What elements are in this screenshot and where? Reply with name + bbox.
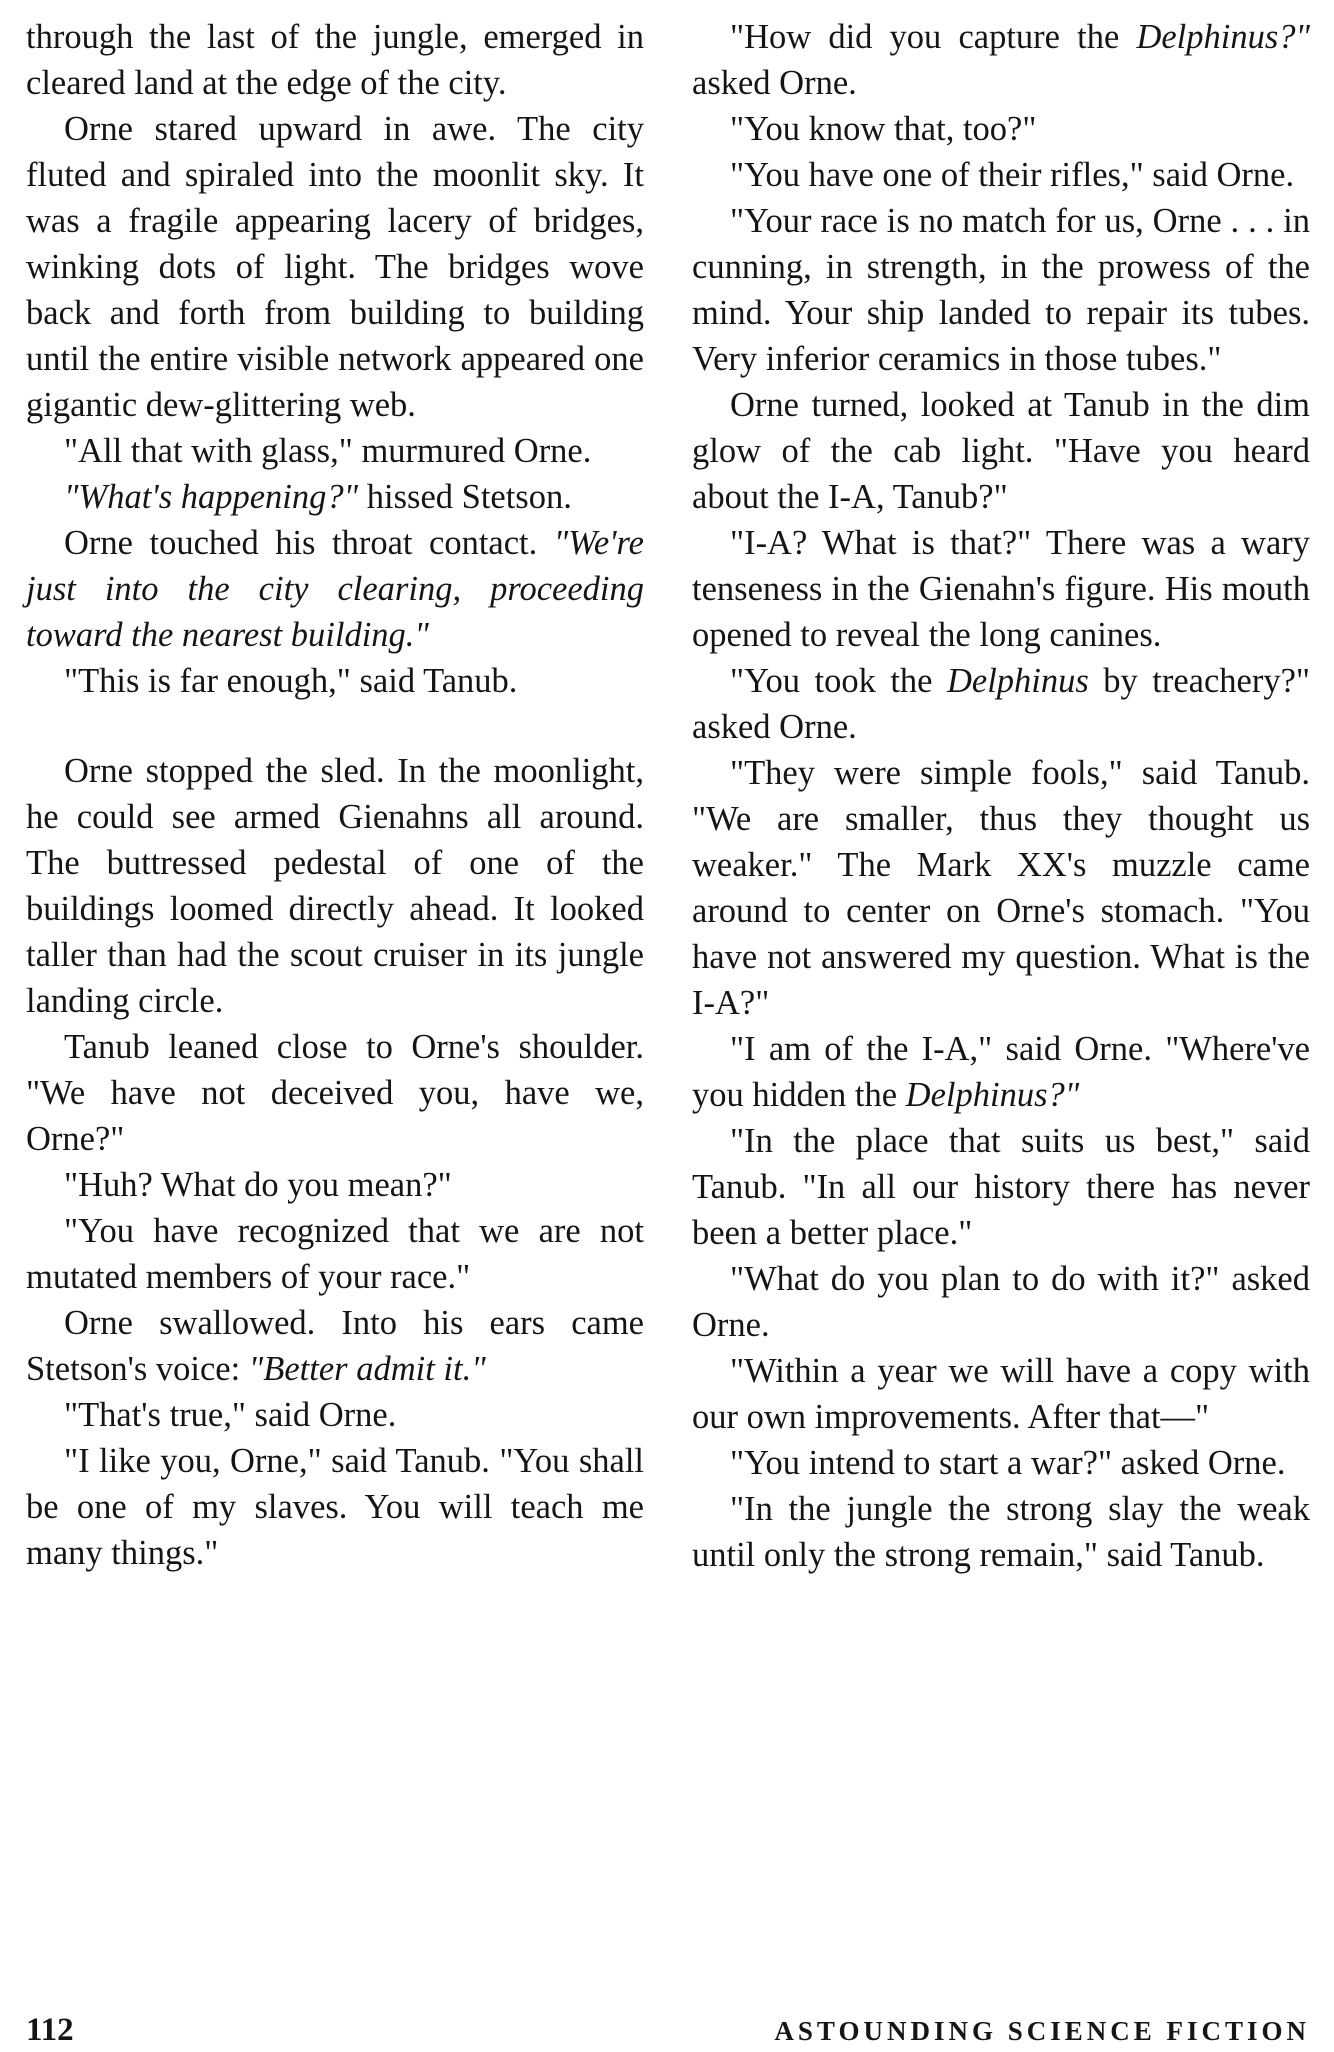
- text-run: Orne stared upward in awe. The city fluted and spiraled into the moonlit sky. It was a fragile appearing lacery of bridges, winking dots of light. The bridges wove back and forth from building to building until the entire visible network appeared one gigantic dew-glittering web.: [26, 110, 644, 424]
- paragraph: [26, 658, 644, 704]
- text-run: Orne turned, looked at Tanub in the dim glow of the cab light. "Have you heard about the I-A, Tanub?": [692, 386, 1310, 516]
- text-run: "They were simple fools," said Tanub. "We are smaller, thus they thought us weaker." The Mark XX's muzzle came around to center on Orne's stomach. "You have not answered my question. What is the I-A?": [692, 754, 1310, 1022]
- paragraph: [26, 1024, 644, 1162]
- text-run: "Within a year we will have a copy with our own improvements. After that—": [692, 1352, 1310, 1436]
- paragraph: [692, 106, 1310, 152]
- text-run: "You have one of their rifles," said Orne.: [730, 156, 1295, 194]
- running-head: ASTOUNDING SCIENCE FICTION: [774, 2016, 1310, 2046]
- text-run: "How did you capture the: [730, 18, 1137, 56]
- italic-text-run: "We're just into the city clearing, proceeding toward the nearest building.": [26, 524, 644, 654]
- paragraph: [692, 1026, 1310, 1118]
- text-run: by treachery?" asked Orne.: [692, 662, 1310, 746]
- paragraph: [26, 1438, 644, 1576]
- text-run: "In the place that suits us best," said Tanub. "In all our history there has never been a better place.": [692, 1122, 1310, 1252]
- text-run: "What do you plan to do with it?" asked Orne.: [692, 1260, 1310, 1344]
- text-run: hissed Stetson.: [358, 478, 572, 516]
- text-run: "I-A? What is that?" There was a wary tenseness in the Gienahn's figure. His mouth opened to reveal the long canines.: [692, 524, 1310, 654]
- paragraph: [692, 14, 1310, 106]
- text-run: "You intend to start a war?" asked Orne.: [730, 1444, 1286, 1482]
- italic-text-run: Delphinus?": [1136, 18, 1310, 56]
- page-number: 112: [26, 2012, 74, 2048]
- paragraph: [692, 382, 1310, 520]
- paragraph: [692, 1118, 1310, 1256]
- paragraph: [26, 106, 644, 428]
- text-run: "You took the: [730, 662, 947, 700]
- paragraph: [26, 1162, 644, 1208]
- text-run: Orne touched his throat contact.: [64, 524, 554, 562]
- paragraph: [692, 750, 1310, 1026]
- italic-text-run: "What's happening?": [64, 478, 359, 516]
- paragraph: [26, 520, 644, 658]
- text-run: "Huh? What do you mean?": [64, 1166, 452, 1204]
- paragraph: [26, 748, 644, 1024]
- paragraph: [692, 1440, 1310, 1486]
- text-run: Orne stopped the sled. In the moonlight, he could see armed Gienahns all around. The buttressed pedestal of one of the buildings loomed directly ahead. It looked taller than had the scout cruiser in its jungle landing circle.: [26, 752, 644, 1020]
- paragraph: [692, 198, 1310, 382]
- text-run: "I like you, Orne," said Tanub. "You shall be one of my slaves. You will teach me many things.": [26, 1442, 644, 1572]
- paragraph: [692, 520, 1310, 658]
- text-run: "You know that, too?": [730, 110, 1037, 148]
- text-run: "You have recognized that we are not mutated members of your race.": [26, 1212, 644, 1296]
- text-run: "This is far enough," said Tanub.: [64, 662, 518, 700]
- paragraph: [26, 474, 644, 520]
- italic-text-run: Delphinus?": [905, 1076, 1080, 1114]
- left-text-column: [26, 14, 644, 1576]
- paragraph: [26, 428, 644, 474]
- paragraph: [26, 14, 644, 106]
- paragraph: [692, 658, 1310, 750]
- text-run: through the last of the jungle, emerged in cleared land at the edge of the city.: [26, 18, 644, 102]
- paragraph: [692, 1256, 1310, 1348]
- text-run: "All that with glass," murmured Orne.: [64, 432, 592, 470]
- paragraph: [26, 1208, 644, 1300]
- text-run: "I am of the I-A," said Orne. "Where've you hidden the: [692, 1030, 1310, 1114]
- text-run: Orne swallowed. Into his ears came Stetson's voice:: [26, 1304, 644, 1388]
- paragraph: [692, 152, 1310, 198]
- text-run: "Your race is no match for us, Orne . . . in cunning, in strength, in the prowess of the mind. Your ship landed to repair its tubes. Very inferior ceramics in those tubes.": [692, 202, 1310, 378]
- text-run: Tanub leaned close to Orne's shoulder. "We have not deceived you, have we, Orne?": [26, 1028, 644, 1158]
- page-footer: [26, 2012, 1310, 2052]
- italic-text-run: Delphinus: [946, 662, 1089, 700]
- paragraph: [26, 1392, 644, 1438]
- paragraph: [26, 1300, 644, 1392]
- italic-text-run: "Better admit it.": [248, 1350, 486, 1388]
- text-run: "That's true," said Orne.: [64, 1396, 397, 1434]
- text-run: "In the jungle the strong slay the weak until only the strong remain," said Tanub.: [692, 1490, 1310, 1574]
- paragraph: [692, 1348, 1310, 1440]
- right-text-column: [692, 14, 1310, 1578]
- paragraph: [692, 1486, 1310, 1578]
- text-run: asked Orne.: [692, 64, 857, 102]
